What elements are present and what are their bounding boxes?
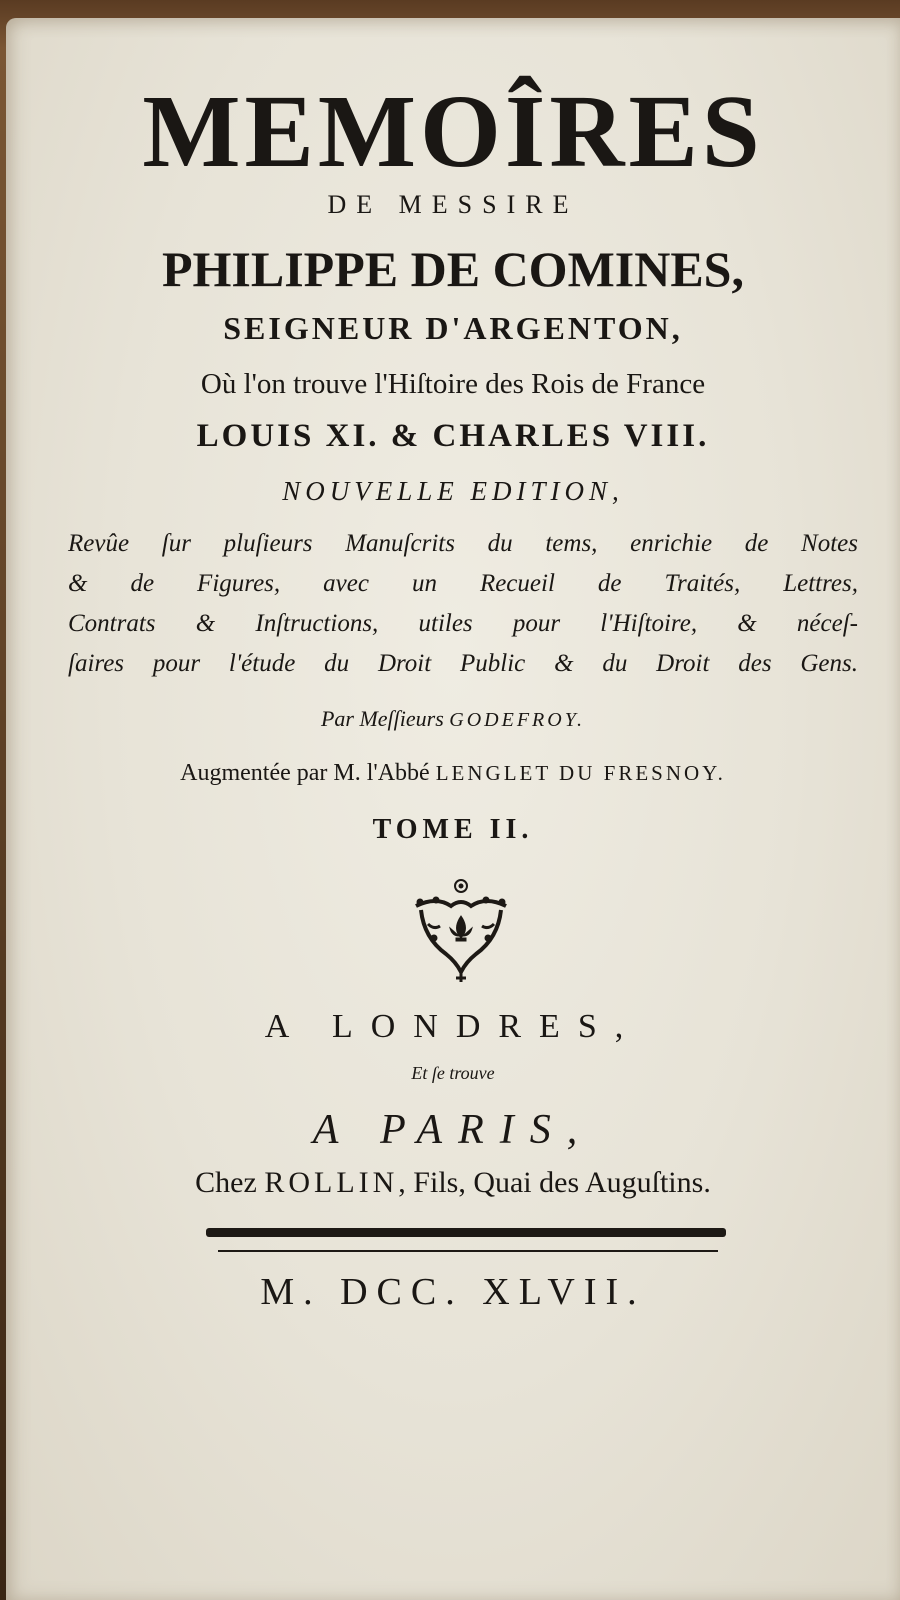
thick-rule — [206, 1228, 726, 1237]
editors-prefix: Par Meſſieurs — [320, 706, 444, 731]
et-se-trouve-line: Et ſe trouve — [411, 1063, 495, 1083]
description-line: Revûe ſur pluſieurs Manuſcrits du tems, enrichie de Notes — [68, 530, 858, 557]
description-line: ſaires pour l'étude du Droit Public & du Droit des Gens. — [68, 650, 858, 677]
editors-line — [6, 706, 900, 732]
publisher-address: , Fils, Quai des Auguſtins. — [398, 1166, 711, 1199]
author-title: SEIGNEUR D'ARGENTON, — [223, 310, 683, 346]
author-name: PHILIPPE DE COMINES, — [161, 241, 744, 297]
augmented-name: LENGLET DU FRESNOY. — [435, 761, 726, 785]
title-page — [6, 18, 900, 1600]
publisher-name: ROLLIN — [264, 1166, 399, 1199]
augmented-prefix: Augmentée par M. l'Abbé — [180, 760, 430, 786]
edition-line: NOUVELLE EDITION, — [282, 476, 624, 506]
de-messire-line: DE MESSIRE — [327, 190, 579, 219]
description-line: Contrats & Inſtructions, utiles pour l'Hiſtoire, & néceſ- — [68, 610, 858, 637]
fleur-de-lis-ornament-icon — [406, 876, 516, 986]
publisher-prefix: Chez — [195, 1166, 257, 1199]
imprint-city: A PARIS, — [312, 1107, 594, 1153]
description-block — [68, 524, 858, 684]
kings-line: LOUIS XI. & CHARLES VIII. — [196, 418, 710, 454]
thin-rule — [218, 1250, 718, 1252]
editors-names: GODEFROY. — [449, 709, 586, 731]
subtitle-line: Où l'on trouve l'Hiſtoire des Rois de France — [200, 368, 706, 400]
volume-line: TOME II. — [372, 814, 534, 845]
publisher-line — [6, 1166, 900, 1200]
book-title: MEMOÎRES — [142, 74, 764, 189]
imprint-place: A LONDRES, — [264, 1008, 642, 1045]
description-line: & de Figures, avec un Recueil de Traités, Lettres, — [68, 570, 858, 597]
augmented-by-line — [6, 760, 900, 787]
publication-date: M. DCC. XLVII. — [260, 1271, 646, 1313]
